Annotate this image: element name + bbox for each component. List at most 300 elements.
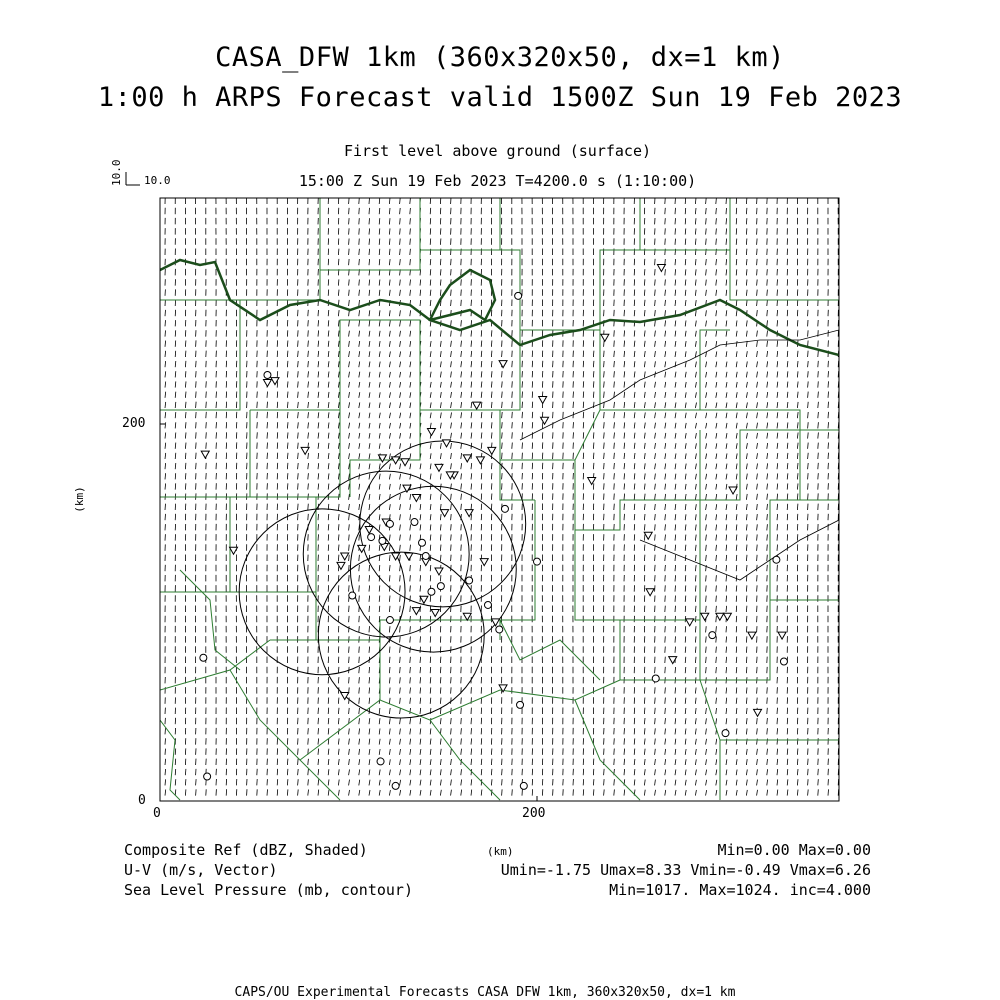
wind-vector xyxy=(400,239,401,245)
wind-vector xyxy=(369,208,370,214)
wind-vector xyxy=(665,269,666,275)
wind-vector xyxy=(481,494,482,500)
wind-vector xyxy=(461,790,462,796)
wind-vector xyxy=(410,372,411,378)
wind-vector xyxy=(634,300,635,306)
wind-vector xyxy=(665,514,666,520)
wind-vector xyxy=(185,392,186,398)
wind-vector xyxy=(685,494,686,500)
wind-vector xyxy=(338,290,339,296)
wind-vector xyxy=(318,738,319,744)
wind-vector xyxy=(430,575,431,581)
wind-vector xyxy=(726,484,727,490)
wind-vector xyxy=(430,728,431,734)
wind-vector xyxy=(706,708,707,714)
wind-vector xyxy=(706,606,707,612)
wind-vector xyxy=(685,474,686,480)
wind-vector xyxy=(369,790,370,796)
wind-vector xyxy=(298,433,299,439)
wind-vector xyxy=(410,198,411,204)
wind-vector xyxy=(430,565,431,571)
wind-vector xyxy=(624,504,625,510)
station-circle-marker xyxy=(428,588,435,595)
wind-vector xyxy=(695,688,696,694)
wind-vector xyxy=(706,372,707,378)
wind-vector xyxy=(828,789,829,795)
wind-vector xyxy=(481,382,482,388)
wind-vector xyxy=(726,575,727,581)
wind-vector xyxy=(675,514,676,520)
wind-vector xyxy=(277,392,278,398)
wind-vector xyxy=(736,616,737,622)
wind-vector xyxy=(685,413,686,419)
wind-vector xyxy=(359,596,360,602)
wind-vector xyxy=(430,392,431,398)
wind-vector xyxy=(665,290,666,296)
wind-vector xyxy=(165,320,166,326)
wind-vector xyxy=(634,504,635,510)
wind-vector xyxy=(777,534,778,540)
wind-vector xyxy=(349,585,350,591)
wind-vector xyxy=(655,300,656,306)
wind-vector xyxy=(777,749,778,755)
wind-vector xyxy=(604,453,605,459)
wind-vector xyxy=(655,534,656,540)
wind-vector xyxy=(318,524,319,530)
wind-vector xyxy=(767,718,768,724)
wind-vector xyxy=(777,279,778,285)
wind-vector xyxy=(430,626,431,632)
wind-vector xyxy=(767,269,768,275)
wind-vector xyxy=(379,228,380,234)
wind-vector xyxy=(471,351,472,357)
wind-vector xyxy=(767,402,768,408)
wind-vector xyxy=(471,484,472,490)
wind-vector xyxy=(400,780,401,786)
wind-vector xyxy=(726,280,727,286)
wind-vector xyxy=(349,626,350,632)
wind-vector xyxy=(767,392,768,398)
wind-vector xyxy=(522,402,523,408)
wind-vector xyxy=(461,545,462,551)
wind-vector xyxy=(308,330,309,336)
wind-vector xyxy=(185,789,186,795)
wind-vector xyxy=(757,259,758,265)
wind-vector xyxy=(420,677,421,683)
wind-vector xyxy=(257,432,258,438)
wind-vector xyxy=(349,351,350,357)
wind-vector xyxy=(726,259,727,265)
wind-vector xyxy=(726,657,727,663)
wind-vector xyxy=(379,280,380,286)
wind-vector xyxy=(389,555,390,561)
wind-vector xyxy=(767,504,768,510)
wind-vector xyxy=(451,433,452,439)
wind-vector xyxy=(461,341,462,347)
wind-vector xyxy=(726,718,727,724)
wind-vector xyxy=(389,259,390,265)
wind-vector xyxy=(410,545,411,551)
wind-vector xyxy=(379,413,380,419)
wind-vector xyxy=(410,290,411,296)
wind-vector xyxy=(440,239,441,245)
wind-vector xyxy=(634,341,635,347)
wind-vector xyxy=(767,279,768,285)
wind-vector xyxy=(410,413,411,419)
wind-vector xyxy=(430,657,431,663)
wind-vector xyxy=(665,728,666,734)
wind-vector xyxy=(797,402,798,408)
wind-vector xyxy=(685,208,686,214)
wind-vector xyxy=(685,382,686,388)
wind-vector xyxy=(328,341,329,347)
wind-vector xyxy=(400,708,401,714)
wind-vector xyxy=(512,371,513,377)
wind-vector xyxy=(695,636,696,642)
wind-vector xyxy=(400,759,401,765)
wind-vector xyxy=(359,484,360,490)
wind-vector xyxy=(634,371,635,377)
wind-vector xyxy=(277,402,278,408)
wind-vector xyxy=(665,780,666,786)
wind-vector xyxy=(318,310,319,316)
wind-vector xyxy=(706,228,707,234)
wind-vector xyxy=(410,494,411,500)
wind-vector xyxy=(471,790,472,796)
wind-vector xyxy=(685,636,686,642)
wind-vector xyxy=(736,780,737,786)
wind-vector xyxy=(410,667,411,673)
wind-vector xyxy=(349,484,350,490)
station-triangle-marker xyxy=(601,334,609,341)
wind-vector xyxy=(716,575,717,581)
wind-vector xyxy=(818,789,819,795)
wind-vector xyxy=(614,382,615,388)
wind-vector xyxy=(379,208,380,214)
wind-vector xyxy=(389,535,390,541)
wind-vector xyxy=(359,585,360,591)
wind-vector xyxy=(389,729,390,735)
wind-vector xyxy=(359,372,360,378)
wind-vector xyxy=(389,341,390,347)
wind-vector xyxy=(685,596,686,602)
wind-vector xyxy=(430,464,431,470)
wind-vector xyxy=(716,688,717,694)
wind-vector xyxy=(410,341,411,347)
wind-vector xyxy=(400,228,401,234)
wind-vector xyxy=(736,413,737,419)
wind-vector xyxy=(757,249,758,255)
wind-vector xyxy=(655,687,656,693)
wind-vector xyxy=(359,351,360,357)
wind-vector xyxy=(287,412,288,418)
wind-vector xyxy=(746,443,747,449)
wind-vector xyxy=(787,402,788,408)
wind-vector xyxy=(746,759,747,765)
wind-vector xyxy=(767,372,768,378)
wind-vector xyxy=(665,300,666,306)
wind-vector xyxy=(634,718,635,724)
wind-vector xyxy=(267,402,268,408)
wind-vector xyxy=(379,739,380,745)
wind-vector xyxy=(665,208,666,214)
wind-vector xyxy=(644,739,645,745)
wind-vector xyxy=(400,341,401,347)
wind-vector xyxy=(430,759,431,765)
wind-vector xyxy=(695,239,696,245)
wind-vector xyxy=(787,422,788,428)
wind-vector xyxy=(787,382,788,388)
wind-vector xyxy=(665,565,666,571)
wind-vector xyxy=(196,381,197,387)
wind-vector xyxy=(185,402,186,408)
wind-vector xyxy=(196,432,197,438)
wind-vector xyxy=(267,789,268,795)
wind-vector xyxy=(359,728,360,734)
wind-vector xyxy=(430,514,431,520)
wind-vector xyxy=(706,290,707,296)
wind-vector xyxy=(165,422,166,428)
wind-vector xyxy=(777,453,778,459)
wind-vector xyxy=(695,300,696,306)
wind-vector xyxy=(400,310,401,316)
wind-vector xyxy=(624,433,625,439)
wind-vector xyxy=(420,749,421,755)
wind-vector xyxy=(797,779,798,785)
station-triangle-marker xyxy=(341,553,349,560)
wind-vector xyxy=(400,382,401,388)
wind-vector xyxy=(451,728,452,734)
wind-vector xyxy=(349,769,350,775)
chart-title-line-1: CASA_DFW 1km (360x320x50, dx=1 km) xyxy=(215,42,785,73)
wind-vector xyxy=(746,484,747,490)
wind-vector xyxy=(502,453,503,459)
wind-vector xyxy=(706,208,707,214)
wind-vector xyxy=(349,780,350,786)
wind-vector xyxy=(726,626,727,632)
wind-vector xyxy=(767,565,768,571)
wind-vector xyxy=(165,728,166,734)
wind-vector xyxy=(726,474,727,480)
wind-vector xyxy=(665,484,666,490)
wind-vector xyxy=(655,728,656,734)
wind-vector xyxy=(665,463,666,469)
wind-vector xyxy=(614,759,615,765)
wind-vector xyxy=(389,321,390,327)
wind-vector xyxy=(746,249,747,255)
wind-vector xyxy=(644,759,645,765)
wind-vector xyxy=(389,749,390,755)
wind-vector xyxy=(685,453,686,459)
wind-vector xyxy=(746,269,747,275)
wind-vector xyxy=(359,555,360,561)
wind-vector xyxy=(726,749,727,755)
wind-vector xyxy=(685,780,686,786)
wind-vector xyxy=(430,769,431,775)
wind-vector xyxy=(349,413,350,419)
wind-vector xyxy=(328,372,329,378)
wind-vector xyxy=(216,402,217,408)
wind-vector xyxy=(400,259,401,265)
wind-vector xyxy=(634,310,635,316)
wind-vector xyxy=(726,403,727,409)
wind-vector xyxy=(298,402,299,408)
wind-vector xyxy=(512,422,513,428)
wind-vector xyxy=(287,392,288,398)
wind-vector xyxy=(644,382,645,388)
wind-vector xyxy=(389,464,390,470)
wind-vector xyxy=(338,780,339,786)
wind-vector xyxy=(440,433,441,439)
station-circle-marker xyxy=(520,782,527,789)
wind-vector xyxy=(318,330,319,336)
wind-vector xyxy=(757,463,758,469)
wind-vector xyxy=(359,280,360,286)
wind-vector xyxy=(736,708,737,714)
wind-vector xyxy=(767,749,768,755)
wind-vector xyxy=(665,606,666,612)
wind-vector xyxy=(726,780,727,786)
wind-vector xyxy=(787,433,788,439)
wind-vector xyxy=(634,524,635,530)
wind-vector xyxy=(328,769,329,775)
wind-vector xyxy=(706,341,707,347)
wind-vector xyxy=(726,535,727,541)
wind-vector xyxy=(481,473,482,479)
wind-vector xyxy=(491,759,492,765)
wind-vector xyxy=(828,392,829,398)
wind-vector xyxy=(400,494,401,500)
wind-vector xyxy=(685,341,686,347)
wind-vector xyxy=(726,667,727,673)
wind-vector xyxy=(746,667,747,673)
wind-vector xyxy=(736,596,737,602)
wind-vector xyxy=(746,647,747,653)
wind-vector xyxy=(787,790,788,796)
wind-vector xyxy=(685,514,686,520)
wind-vector xyxy=(328,473,329,479)
wind-vector xyxy=(369,382,370,388)
wind-vector xyxy=(328,382,329,388)
wind-vector xyxy=(461,453,462,459)
wind-vector xyxy=(716,433,717,439)
wind-vector xyxy=(685,626,686,632)
wind-vector xyxy=(644,728,645,734)
wind-vector xyxy=(624,483,625,489)
wind-vector xyxy=(471,504,472,510)
wind-vector xyxy=(675,687,676,693)
wind-vector xyxy=(777,473,778,479)
wind-vector xyxy=(757,585,758,591)
wind-vector xyxy=(440,545,441,551)
wind-vector xyxy=(767,545,768,551)
wind-vector xyxy=(746,494,747,500)
wind-vector xyxy=(359,616,360,622)
wind-vector xyxy=(369,239,370,245)
wind-vector xyxy=(767,473,768,479)
wind-vector xyxy=(389,443,390,449)
wind-vector xyxy=(430,341,431,347)
wind-vector xyxy=(277,463,278,469)
wind-vector xyxy=(716,647,717,653)
wind-vector xyxy=(400,790,401,796)
wind-vector xyxy=(430,494,431,500)
wind-vector xyxy=(440,575,441,581)
station-circle-marker xyxy=(386,617,393,624)
wind-vector xyxy=(410,739,411,745)
wind-vector xyxy=(777,790,778,796)
wind-vector xyxy=(675,504,676,510)
station-triangle-marker xyxy=(365,527,373,534)
wind-vector xyxy=(349,708,350,714)
wind-vector xyxy=(369,626,370,632)
wind-vector xyxy=(400,555,401,561)
wind-vector xyxy=(328,534,329,540)
wind-vector xyxy=(389,667,390,673)
wind-vector xyxy=(318,290,319,296)
wind-vector xyxy=(614,412,615,418)
wind-vector xyxy=(440,514,441,520)
wind-vector xyxy=(808,330,809,336)
wind-vector xyxy=(338,534,339,540)
wind-vector xyxy=(318,341,319,347)
wind-vector xyxy=(675,239,676,245)
wind-vector xyxy=(359,433,360,439)
wind-vector xyxy=(818,351,819,357)
wind-vector xyxy=(583,412,584,418)
wind-vector xyxy=(695,474,696,480)
wind-vector xyxy=(787,453,788,459)
wind-vector xyxy=(410,382,411,388)
wind-vector xyxy=(185,443,186,449)
wind-vector xyxy=(665,749,666,755)
wind-vector xyxy=(502,381,503,387)
wind-vector xyxy=(746,657,747,663)
wind-vector xyxy=(420,739,421,745)
wind-vector xyxy=(655,382,656,388)
wind-vector xyxy=(716,362,717,368)
station-circle-marker xyxy=(437,583,444,590)
wind-vector xyxy=(716,657,717,663)
wind-vector xyxy=(389,310,390,316)
wind-vector xyxy=(359,392,360,398)
wind-vector xyxy=(451,259,452,265)
wind-vector xyxy=(328,749,329,755)
wind-vector xyxy=(624,749,625,755)
station-triangle-marker xyxy=(263,380,271,387)
wind-vector xyxy=(695,626,696,632)
wind-vector xyxy=(389,280,390,286)
wind-vector xyxy=(757,310,758,316)
wind-vector xyxy=(400,626,401,632)
wind-vector xyxy=(185,381,186,387)
wind-vector xyxy=(430,310,431,316)
wind-vector xyxy=(777,290,778,296)
wind-vector xyxy=(787,310,788,316)
wind-vector xyxy=(787,371,788,377)
wind-vector xyxy=(695,280,696,286)
wind-vector xyxy=(369,392,370,398)
wind-vector xyxy=(298,759,299,765)
wind-vector xyxy=(716,280,717,286)
wind-vector xyxy=(410,433,411,439)
wind-vector xyxy=(655,698,656,704)
wind-vector xyxy=(726,382,727,388)
wind-vector xyxy=(634,728,635,734)
wind-vector xyxy=(634,351,635,357)
wind-vector xyxy=(257,392,258,398)
wind-vector xyxy=(175,392,176,398)
